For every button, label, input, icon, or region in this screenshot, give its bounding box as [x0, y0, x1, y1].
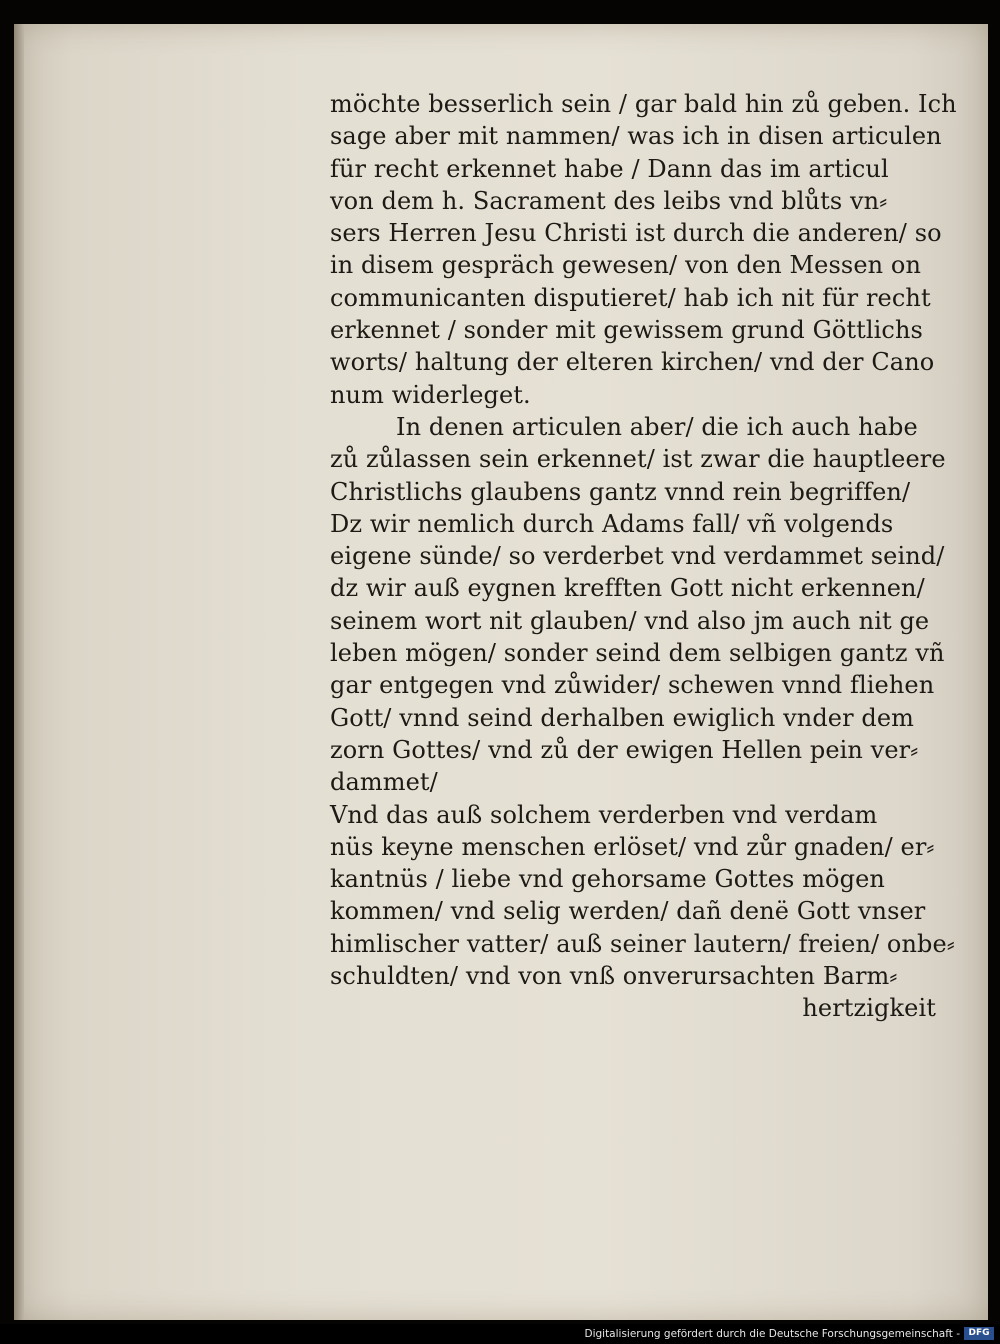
text-line: für recht erkennet habe / Dann das im articul	[330, 154, 889, 183]
text-line: kantnüs / liebe vnd gehorsame Gottes mögen	[330, 865, 885, 894]
text-line: erkennet / sonder mit gewissem grund Göttlichs	[330, 316, 923, 345]
text-line: gar entgegen vnd zůwider/ schewen vnnd fliehen	[330, 671, 935, 700]
text-line: sers Herren Jesu Christi ist durch die anderen/ so	[330, 219, 942, 248]
funding-credit: Digitalisierung gefördert durch die Deutsche Forschungsgemeinschaft -	[584, 1328, 960, 1340]
text-line: dz wir auß eygnen krefften Gott nicht erkennen/	[330, 574, 925, 603]
dfg-logo: DFG	[964, 1327, 994, 1340]
text-line: zů zůlassen sein erkennet/ ist zwar die hauptleere	[330, 445, 946, 474]
text-line: num widerleget.	[330, 380, 531, 409]
text-line: Gott/ vnnd seind derhalben ewiglich vnder dem	[330, 703, 915, 732]
text-line: schuldten/ vnd von vnß onverursachten Barm⸗	[330, 962, 898, 991]
page-gutter-edge	[14, 24, 24, 1320]
text-line: zorn Gottes/ vnd zů der ewigen Hellen pein ver⸗	[330, 735, 919, 764]
text-line: in disem gespräch gewesen/ von den Messen on	[330, 251, 922, 280]
text-line: von dem h. Sacrament des leibs vnd blůts vn⸗	[330, 186, 888, 215]
paragraph-start-line: Vnd das auß solchem verderben vnd verdam	[330, 800, 878, 829]
text-line: leben mögen/ sonder seind dem selbigen gantz vñ	[330, 639, 945, 668]
text-line: Christlichs glaubens gantz vnnd rein begriffen/	[330, 477, 911, 506]
text-line: communicanten disputieret/ hab ich nit für recht	[330, 283, 931, 312]
paragraph-start-line: In denen articulen aber/ die ich auch habe	[396, 412, 918, 441]
text-line: eigene sünde/ so verderbet vnd verdammet seind/	[330, 542, 945, 571]
text-line: kommen/ vnd selig werden/ dañ denë Gott vnser	[330, 897, 926, 926]
text-line: himlischer vatter/ auß seiner lautern/ freien/ onbe⸗	[330, 929, 955, 958]
catchword: hertzigkeit	[802, 994, 936, 1023]
text-line: seinem wort nit glauben/ vnd also jm auch nit ge	[330, 606, 930, 635]
text-line: dammet/	[330, 768, 438, 797]
page-text-block	[330, 88, 957, 1025]
text-line: nüs keyne menschen erlöset/ vnd zůr gnaden/ er⸗	[330, 832, 935, 861]
text-line: Dz wir nemlich durch Adams fall/ vñ volgends	[330, 509, 894, 538]
text-line: worts/ haltung der elteren kirchen/ vnd der Cano	[330, 348, 935, 377]
text-line: sage aber mit nammen/ was ich in disen articulen	[330, 122, 942, 151]
text-line: möchte besserlich sein / gar bald hin zů geben. Ich	[330, 90, 957, 118]
